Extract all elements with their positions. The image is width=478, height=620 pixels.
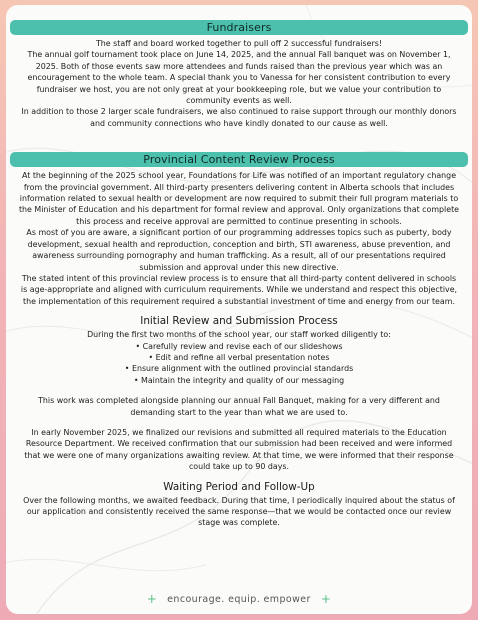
sparkle-icon: + xyxy=(320,592,332,606)
review-paragraph: The stated intent of this provincial review process is to ensure that all third-party content delivered in schools is age-appropriate and aligned with curriculum requirements. While we understand and respect this objective, the implementation of this requirement required a substantial investment of time and energy from our team. xyxy=(20,273,458,306)
initial-review-heading: Initial Review and Submission Process xyxy=(140,315,338,328)
footer-tagline: encourage. equip. empower xyxy=(167,593,311,605)
fundraisers-heading: Fundraisers xyxy=(10,20,468,35)
footer xyxy=(6,593,472,605)
fundraisers-paragraph: The staff and board worked together to pull off 2 successful fundraisers! xyxy=(95,39,382,48)
review-paragraph: As most of you are aware, a significant portion of our programming addresses topics such as puberty, body development, sexual health and reproduction, conception and birth, STI awareness, abuse prevention, and awareness surrounding pornography and human trafficking. As a result, all of our presentations required submission and approval under this new directive. xyxy=(26,228,452,272)
sparkle-icon: + xyxy=(146,592,158,606)
list-item: • Edit and refine all verbal presentation notes xyxy=(148,352,330,362)
initial-review-intro: During the first two months of the school year, our staff worked diligently to: xyxy=(87,330,391,340)
review-heading: Provincial Content Review Process xyxy=(10,152,468,167)
list-item: • Ensure alignment with the outlined provincial standards xyxy=(124,364,354,374)
document-sheet xyxy=(6,5,472,614)
waiting-period-paragraph: Over the following months, we awaited feedback. During that time, I periodically inquired about the status of our application and consistently received the same response—that we would be contacted once our review stage was complete. xyxy=(23,495,455,528)
list-item: • Maintain the integrity and quality of our messaging xyxy=(133,375,345,385)
fundraisers-paragraph: The annual golf tournament took place on June 14, 2025, and the annual Fall banquet was on November 1, 2025. Both of those events saw more attendees and funds raised than the previous year which was an encouragement to the whole team. A special thank you to Vanessa for her consistent contribution to every fundraiser we host, you are not only great at your bookkeeping role, but we value your contribution to community events as well. xyxy=(27,50,451,106)
submission-paragraph: In early November 2025, we finalized our revisions and submitted all required materials to the Education Resource Department. We received confirmation that our submission had been received and were informed that we were one of many organizations awaiting review. At that time, we were informed that their response could take up to 90 days. xyxy=(24,427,454,472)
review-paragraph: At the beginning of the 2025 school year, Foundations for Life was notified of an important regulatory change from the provincial government. All third-party presenters delivering content in Alberta schools that includes information related to sexual health or development are now required to submit their full program materials to the Minister of Education and his department for formal review and approval. Only organizations that complete this process and receive approval are permitted to continue presenting in schools. xyxy=(18,171,460,226)
fundraisers-paragraph: In addition to those 2 larger scale fundraisers, we also continued to raise support through our monthly donors and community connections who have kindly donated to our cause as well. xyxy=(21,107,457,128)
waiting-period-heading: Waiting Period and Follow-Up xyxy=(163,480,315,493)
task-list xyxy=(10,341,468,387)
banquet-paragraph: This work was completed alongside planning our annual Fall Banquet, making for a very different and demanding start to the year than what we are used to. xyxy=(38,396,440,417)
list-item: • Carefully review and revise each of our slideshows xyxy=(135,341,343,351)
